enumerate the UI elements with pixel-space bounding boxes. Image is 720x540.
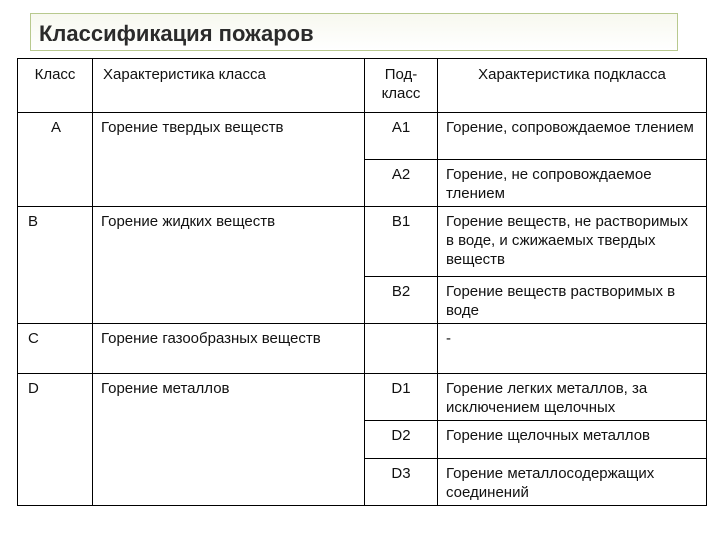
subclass-code-a1: А1 — [365, 113, 438, 160]
table-row — [18, 374, 707, 421]
table-row — [18, 207, 707, 277]
subclass-code-a2: А2 — [365, 160, 438, 207]
subclass-desc-d1: Горение легких металлов, за исключением щелочных — [438, 374, 707, 421]
title-box — [30, 13, 678, 51]
header-subclass — [365, 59, 438, 113]
class-char-cell-b: Горение жидких веществ — [93, 207, 365, 324]
header-subclass-char: Характеристика подкласса — [438, 59, 707, 113]
subclass-code-b2: В2 — [365, 277, 438, 324]
table-header-row — [18, 59, 707, 113]
subclass-desc-b2: Горение веществ растворимых в воде — [438, 277, 707, 324]
subclass-code-c — [365, 324, 438, 374]
class-cell-c: С — [18, 324, 93, 374]
subclass-code-d1: D1 — [365, 374, 438, 421]
class-cell-a: А — [18, 113, 93, 207]
table-row — [18, 324, 707, 374]
class-char-cell-a: Горение твердых веществ — [93, 113, 365, 207]
subclass-code-b1: В1 — [365, 207, 438, 277]
class-char-cell-c: Горение газообразных веществ — [93, 324, 365, 374]
subclass-desc-c: - — [438, 324, 707, 374]
fire-classification-table — [17, 58, 707, 506]
header-class-char: Характеристика класса — [93, 59, 365, 113]
subclass-code-d2: D2 — [365, 421, 438, 459]
subclass-desc-a1: Горение, сопровождаемое тлением — [438, 113, 707, 160]
subclass-desc-d3: Горение металлосодержащих соединений — [438, 459, 707, 506]
class-cell-b: В — [18, 207, 93, 324]
header-class: Класс — [18, 59, 93, 113]
header-subclass-line2: класс — [381, 85, 421, 102]
class-cell-d: D — [18, 374, 93, 506]
subclass-code-d3: D3 — [365, 459, 438, 506]
page-title: Классификация пожаров — [39, 21, 314, 46]
table-row — [18, 113, 707, 160]
subclass-desc-b1: Горение веществ, не растворимых в воде, и сжижаемых твердых веществ — [438, 207, 707, 277]
subclass-desc-d2: Горение щелочных металлов — [438, 421, 707, 459]
subclass-desc-a2: Горение, не сопровождаемое тлением — [438, 160, 707, 207]
class-char-cell-d: Горение металлов — [93, 374, 365, 506]
header-subclass-line1: Под- — [384, 66, 418, 83]
